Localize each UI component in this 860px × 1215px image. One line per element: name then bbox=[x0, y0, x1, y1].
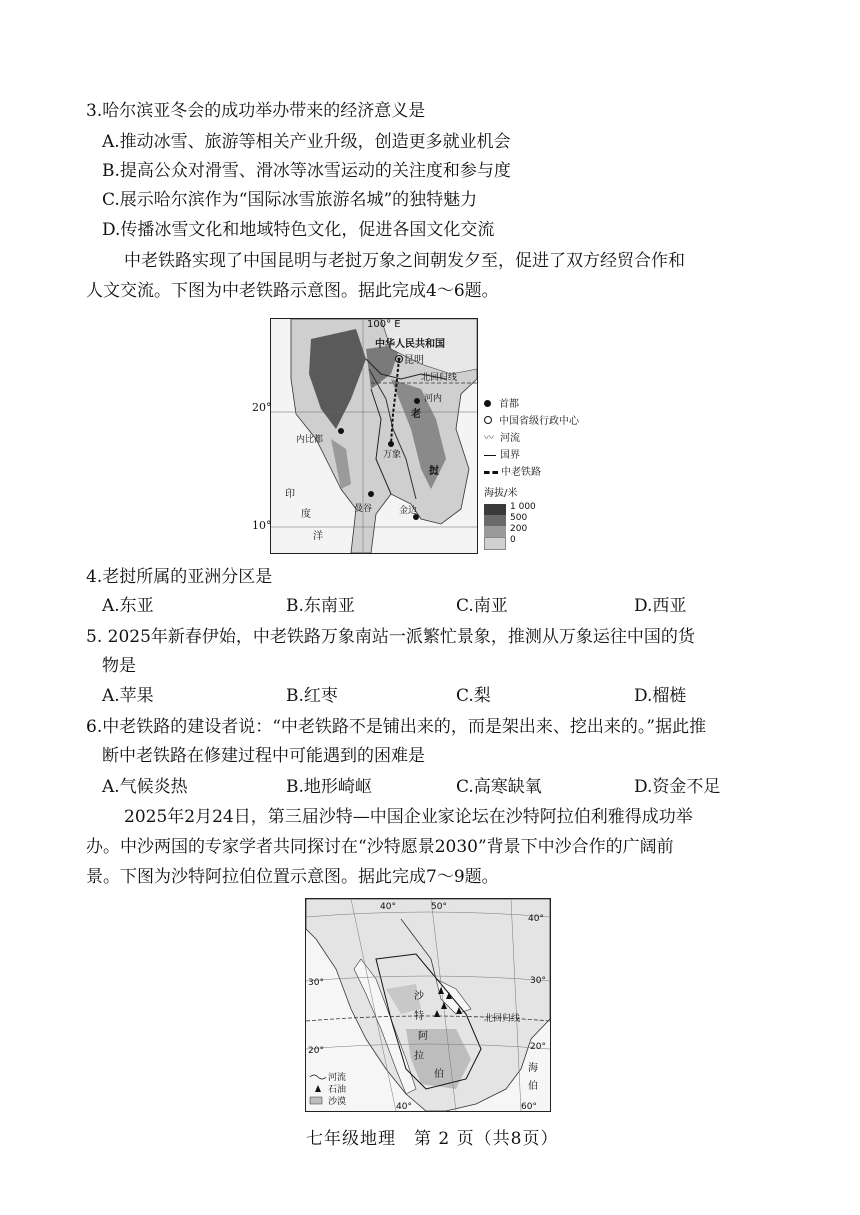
map1-vientiane-label: 万象 bbox=[383, 450, 402, 460]
map1-yang-label: 洋 bbox=[313, 531, 323, 542]
map1-hanoi-label: 河内 bbox=[424, 394, 443, 404]
map2-tropic-label: 北回归线 bbox=[484, 1014, 521, 1024]
legend-railway: 中老铁路 bbox=[484, 466, 541, 479]
map2-legend-river: 河流 bbox=[328, 1073, 347, 1083]
map2-legend-oil: 石油 bbox=[328, 1085, 347, 1095]
map2-lat20-left: 20° bbox=[308, 1046, 324, 1056]
map2-bo2-label: 伯 bbox=[528, 1081, 538, 1092]
map2-a-label: 阿 bbox=[418, 1031, 428, 1042]
elevation-scale-swatches bbox=[484, 504, 506, 548]
q3-option-a: A.推动冰雪、旅游等相关产业升级，创造更多就业机会 bbox=[102, 132, 511, 152]
q5-option-b: B.红枣 bbox=[286, 686, 338, 706]
map2-la-label: 拉 bbox=[414, 1051, 424, 1062]
q4-option-d: D.西亚 bbox=[634, 596, 687, 616]
map1-lat20-label: 20° bbox=[252, 401, 272, 414]
map2-lon50-top: 50° bbox=[431, 902, 447, 912]
legend-river: 〰 河流 bbox=[484, 433, 520, 444]
q3-option-d: D.传播冰雪文化和地域特色文化，促进各国文化交流 bbox=[102, 220, 495, 240]
border-line-icon bbox=[484, 455, 496, 456]
railway-line-icon bbox=[484, 471, 498, 474]
q6-option-b: B.地形崎岖 bbox=[286, 777, 372, 797]
map1-laos-label: 老 bbox=[411, 409, 421, 420]
q5-option-c: C.梨 bbox=[456, 686, 491, 706]
q6-option-d: D.资金不足 bbox=[634, 777, 721, 797]
map1-phnompenh-label: 金边 bbox=[399, 506, 418, 516]
q4-option-b: B.东南亚 bbox=[286, 596, 355, 616]
legend-border: 国界 bbox=[484, 449, 520, 462]
map1-naypyidaw-label: 内比都 bbox=[296, 435, 324, 445]
legend-capital: 首都 bbox=[484, 398, 519, 411]
q6-option-a: A.气候炎热 bbox=[102, 777, 188, 797]
q5-option-d: D.榴梿 bbox=[634, 686, 687, 706]
map1-bangkok-label: 曼谷 bbox=[354, 504, 373, 514]
q3-stem: 3.哈尔滨亚冬会的成功举办带来的经济意义是 bbox=[86, 101, 426, 121]
provincial-center-icon bbox=[484, 416, 492, 424]
q4-option-c: C.南亚 bbox=[456, 596, 508, 616]
legend-elevation-title: 海拔/米 bbox=[484, 488, 518, 499]
map2-lon40-top: 40° bbox=[380, 902, 396, 912]
q4-option-a: A.东亚 bbox=[102, 596, 154, 616]
q5-stem-line1: 5. 2025年新春伊始，中老铁路万象南站一派繁忙景象，推测从万象运往中国的货 bbox=[86, 627, 695, 647]
intro2-line2: 办。中沙两国的专家学者共同探讨在“沙特愿景2030”背景下中沙合作的广阔前 bbox=[86, 837, 674, 857]
map2-lon40-bottom: 40° bbox=[396, 1102, 412, 1111]
map1-kunming-label: 昆明 bbox=[404, 355, 424, 366]
map1-laos2-label: 挝 bbox=[429, 466, 439, 477]
q4-stem: 4.老挝所属的亚洲分区是 bbox=[86, 567, 273, 587]
map1-lat10-label: 10° bbox=[252, 519, 272, 532]
q6-stem-line2: 断中老铁路在修建过程中可能遇到的困难是 bbox=[102, 746, 425, 766]
elevation-levels: 1 000 500 200 0 bbox=[510, 502, 536, 545]
map2-hai-label: 海 bbox=[528, 1063, 538, 1074]
map1-yin-label: 印 bbox=[285, 489, 295, 500]
map1-legend bbox=[484, 398, 644, 558]
map1-tropic-label: 北回归线 bbox=[421, 373, 458, 383]
map2-lon60-bottom: 60° bbox=[521, 1102, 537, 1111]
china-laos-railway-map bbox=[270, 318, 478, 554]
map2-te-label: 特 bbox=[414, 1011, 424, 1022]
intro1-line2: 人文交流。下图为中老铁路示意图。据此完成4～6题。 bbox=[86, 281, 499, 301]
map1-du-label: 度 bbox=[301, 509, 311, 520]
capital-icon bbox=[484, 400, 491, 407]
map2-lat30-left: 30° bbox=[308, 978, 324, 988]
intro1-line1: 中老铁路实现了中国昆明与老挝万象之间朝发夕至，促进了双方经贸合作和 bbox=[124, 251, 685, 271]
map1-country-label: 中华人民共和国 bbox=[375, 339, 445, 350]
map1-meridian-label: 100° E bbox=[367, 319, 401, 330]
q5-option-a: A.苹果 bbox=[102, 686, 154, 706]
legend-provincial: 中国省级行政中心 bbox=[484, 415, 579, 428]
map2-legend-desert: 沙漠 bbox=[328, 1097, 347, 1107]
map2-lat20-right: 20° bbox=[530, 1042, 546, 1052]
q5-stem-line2: 物是 bbox=[102, 656, 136, 676]
intro2-line1: 2025年2月24日，第三届沙特—中国企业家论坛在沙特阿拉伯利雅得成功举 bbox=[124, 807, 693, 827]
map2-lat40-right: 40° bbox=[528, 914, 544, 924]
river-icon: 〰 bbox=[484, 433, 494, 444]
intro2-line3: 景。下图为沙特阿拉伯位置示意图。据此完成7～9题。 bbox=[86, 867, 499, 887]
map2-bo-label: 伯 bbox=[434, 1069, 444, 1080]
q3-option-c: C.展示哈尔滨作为“国际冰雪旅游名城”的独特魅力 bbox=[102, 190, 478, 210]
saudi-arabia-location-map bbox=[305, 898, 551, 1112]
q6-stem-line1: 6.中老铁路的建设者说：“中老铁路不是铺出来的，而是架出来、挖出来的。”据此推 bbox=[86, 717, 707, 737]
q6-option-c: C.高寒缺氧 bbox=[456, 777, 542, 797]
q3-option-b: B.提高公众对滑雪、滑冰等冰雪运动的关注度和参与度 bbox=[102, 161, 511, 181]
map2-lat30-right: 30° bbox=[530, 976, 546, 986]
map2-sha-label: 沙 bbox=[414, 991, 424, 1002]
page-footer: 七年级地理 第 2 页（共8页） bbox=[306, 1129, 559, 1149]
